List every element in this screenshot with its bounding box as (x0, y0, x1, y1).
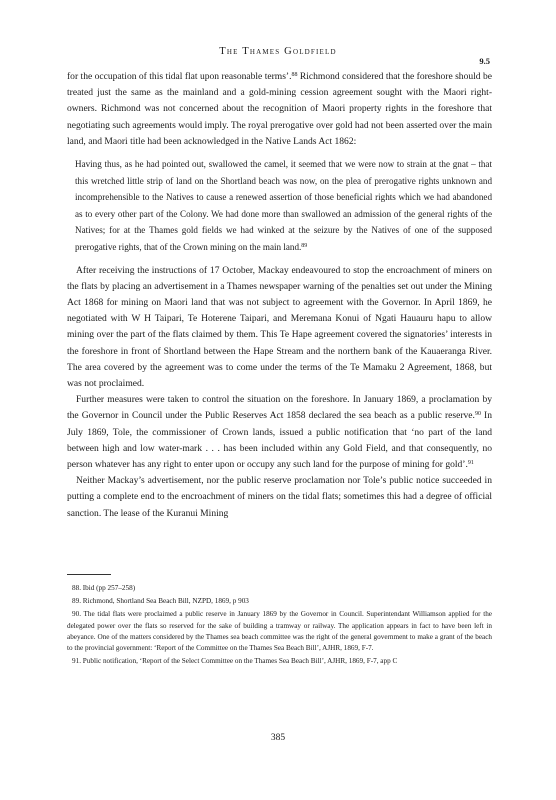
running-head: The Thames Goldfield (219, 46, 337, 57)
footnote-91: 91. Public notification, ‘Report of the Select Committee on the Thames Sea Beach Bill’, AJHR, 1869, F-7, app C (72, 657, 398, 666)
page-number: 385 (270, 733, 286, 743)
section-number: 9.5 (479, 56, 490, 66)
footnote-89: 89. Richmond, Shortland Sea Beach Bill, NZPD, 1869, p 903 (72, 597, 249, 606)
footnote-divider (67, 574, 111, 575)
block-quote (67, 156, 492, 256)
footnote-88: 88. Ibid (pp 257–258) (72, 584, 136, 592)
paragraph-1-text: for the occupation of this tidal flat upon reasonable terms’. (67, 71, 292, 82)
footnote-90: 90. The tidal flats were proclaimed a public reserve in January 1869 by the Governor in Council. Superintendant Williamson applied for the delegated power over the flats so reserved for the sake of building a tramway or railway. The application appears in fact to have been left in abeyance. One of the matters considered by the Thames sea beach committee was the right of the general government to make a grant of the beach to the provincial government: ‘Report of the Committee on the Thames Sea Beach Bill’, AJHR, 1869, F-7. (67, 610, 492, 653)
paragraph-1 (67, 69, 492, 150)
footnote-ref-91: 91 (467, 460, 474, 467)
paragraph-4: Neither Mackay’s advertisement, nor the public reserve proclamation nor Tole’s public notice succeeded in putting a complete end to the encroachment of miners on the tidal flats; sometimes this had a degree of official sanction. The lease of the Kuranui Mining (67, 475, 492, 519)
paragraph-3 (67, 392, 492, 473)
paragraph-2: After receiving the instructions of 17 October, Mackay endeavoured to stop the encroachment of miners on the flats by placing an advertisement in a Thames newspaper warning of the penalties set out under the Mining Act 1868 for mining on Maori land that was not subject to agreement with the Governor. In April 1869, he negotiated with W H Taipari, Te Hoterene Taipari, and Meremana Konui of Ngati Hauauru hapu to allow mining over the part of the flats claimed by them. This Te Hape agreement covered the signatories’ interests in the foreshore in front of Shortland between the Hape Stream and the northern bank of the Kauaeranga River. The area covered by the agreement was to come under the terms of the Te Mamaku 2 Agreement, 1868, but was not proclaimed. (67, 264, 492, 389)
body-text (67, 69, 492, 522)
footnote-ref-89: 89 (301, 242, 308, 249)
footnotes (67, 583, 492, 669)
paragraph-1-continued: Richmond considered that the foreshore should be treated just the same as the mainland and a gold-mining cession agreement sought with the Maori right-owners. Richmond was not concerned about the recognition of Maori property rights in the foreshore that negotiating such agreements would imply. The royal prerogative over gold had not been asserted over the main land, and Maori title had been acknowledged in the Native Lands Act 1862: (67, 71, 492, 147)
block-quote-text: Having thus, as he had pointed out, swallowed the camel, it seemed that we were now to strain at the gnat – that this wretched little strip of land on the Shortland beach was now, on the plea of prerogative rights unknown and incomprehensible to the Natives to cause a renewed assertion of those beneficial rights which we had abandoned as to every other part of the Colony. We had done more than swallowed an admission of the general rights of the Natives; for at the Thames gold fields we had winked at the seizure by the Natives of one of the supposed prerogative rights, that of the Crown mining on the main land. (75, 159, 492, 252)
paragraph-3-continued: In July 1869, Tole, the commissioner of Crown lands, issued a public notification that ‘no part of the land between high and low water-mark . . . has been included within any Gold Field, and that consequently, no person whatever has any right to enter upon or occupy any such land for the purpose of mining for gold’. (67, 410, 493, 471)
paragraph-3-text: Further measures were taken to control the situation on the foreshore. In January 1869, a proclamation by the Governor in Council under the Public Reserves Act 1858 declared the sea beach as a public reserve. (67, 394, 492, 422)
footnote-ref-90: 90 (474, 411, 481, 418)
footnote-ref-88: 88 (291, 72, 298, 78)
